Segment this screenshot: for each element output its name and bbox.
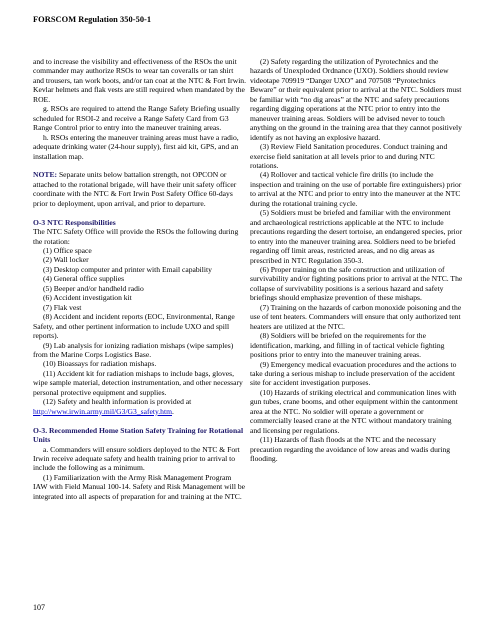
list-item: (9) Lab analysis for ionizing radiation mishaps (wipe samples) from the Marine Corps Logistics Base.	[33, 340, 234, 360]
list-item-safety-link	[33, 397, 246, 416]
list-item: (9) Emergency medical evacuation procedures and the actions to take during a serious mishap to include preservation of the accident site for accident investigation purposes.	[250, 359, 457, 388]
list-item: (2) Safety regarding the utilization of Pyrotechnics and the hazards of Unexploded Ordnance (UXO). Soldiers should review videotape 709919 “Danger UXO” and 707508 “Pyrotechnics Beware” or their equivalent prior to arrival at the NTC. Soldiers must be familiar with “no dig areas” at the NTC and safety precautions regarding digging operations at the NTC prior to entry into the maneuver training areas. Soldiers will be advised never to touch anything on the ground in the training area that they cannot positively identify as not having an explosive hazard.	[250, 57, 462, 142]
item12-text: (12) Safety and health information is provided at	[43, 397, 192, 407]
page-number: 107	[33, 603, 45, 612]
list-item: (4) General office supplies	[43, 274, 125, 284]
safety-website-link[interactable]: http://www.irwin.army.mil/G3/G3_safety.htm	[33, 406, 172, 416]
left-column	[33, 57, 246, 501]
list-item: (2) Wall locker	[43, 255, 89, 265]
list-item: (6) Accident investigation kit	[43, 293, 132, 303]
page-header-title: FORSCOM Regulation 350-50-1	[33, 15, 152, 24]
list-item: (1) Familiarization with the Army Risk Management Program IAW with Field Manual 100-14. Safety and Risk Management will be integrated into all aspects of preparation for and training at the NTC.	[33, 472, 246, 501]
section-heading-home-station-training: O-3. Recommended Home Station Safety Training for Rotational Units	[33, 425, 244, 445]
list-item: (6) Proper training on the safe construction and utilization of survivability and/or fighting positions prior to arrival at the NTC. The collapse of survivability positions is a serious hazard and safety briefings should emphasize prevention of these mishaps.	[250, 264, 463, 303]
list-item: (1) Office space	[43, 246, 92, 256]
note-text: Separate units below battalion strength, not OPCON or attached to the rotational brigade, will have their unit safety officer coordinate with the NTC & Fort Irwin Post Safety Office 60-days prior to deployment, upon arrival, and prior to departure.	[33, 170, 237, 208]
list-item: (3) Desktop computer and printer with Email capability	[43, 264, 212, 274]
paragraph: and to increase the visibility and effectiveness of the RSOs the unit commander may authorize RSOs to wear tan coveralls or tan shirt and trousers, tan work boots, and/or tan coat at the NTC & Fort Irwin. Kevlar helmets and flak vests are still required when mandated by the ROE.	[33, 57, 247, 104]
note-label: NOTE:	[33, 170, 58, 180]
item12-end: .	[172, 406, 174, 416]
paragraph-g: g. RSOs are required to attend the Range Safety Briefing usually scheduled for RSOI-2 and receive a Range Safety Card from G3 Range Control prior to entry into the maneuver training areas.	[33, 104, 240, 133]
list-item: (5) Soldiers must be briefed and familiar with the environment and archaeological restrictions applicable at the NTC to include precautions regarding the desert tortoise, an endangered species, prior to entry into the maneuver training area. Soldiers need to be briefed regarding off limit areas, restricted areas, and no dig areas as prescribed in NTC Regulation 350-3.	[250, 208, 463, 265]
list-item: (10) Hazards of striking electrical and communication lines with gun tubes, crane booms, and other equipment within the cantonment area at the NTC. No soldier will operate a government or commercially leased crane at the NTC without mandatory training and licensing per regulations.	[250, 387, 458, 435]
section-intro: The NTC Safety Office will provide the RSOs the following during the rotation:	[33, 227, 239, 246]
paragraph-a: a. Commanders will ensure soldiers deployed to the NTC & Fort Irwin receive adequate safety and health training prior to arrival to include the following as a minimum.	[33, 444, 240, 473]
right-column	[250, 57, 463, 463]
list-item: (7) Training on the hazards of carbon monoxide poisoning and the use of tent heaters. Commanders will ensure that only authorized tent heaters are utilized at the NTC.	[250, 302, 462, 331]
list-item: (5) Beeper and/or handheld radio	[43, 283, 144, 293]
section-heading-ntc-responsibilities: O-3 NTC Responsibilities	[33, 217, 116, 227]
list-item: (3) Review Field Sanitation procedures. Conduct training and exercise field sanitation at all levels prior to and during NTC rotations.	[250, 142, 448, 170]
list-item: (11) Accident kit for radiation mishaps to include bags, gloves, wipe sample material, detection instrumentation, and other necessary personal protective equipment and supplies.	[33, 368, 243, 397]
list-item: (8) Accident and incident reports (EOC, Environmental, Range Safety, and other pertinent information to include UXO and spill reports).	[33, 312, 235, 341]
list-item: (7) Flak vest	[43, 302, 82, 312]
note-paragraph	[33, 170, 246, 208]
list-item: (8) Soldiers will be briefed on the requirements for the identification, marking, and filling in of tactical vehicle fighting positions prior to entry into the maneuver training areas.	[250, 331, 445, 360]
list-item: (11) Hazards of flash floods at the NTC and the necessary precaution regarding the avoidance of low areas and wadis during flooding.	[250, 435, 451, 464]
list-item: (10) Bioassays for radiation mishaps.	[43, 359, 157, 369]
paragraph-h: h. RSOs entering the maneuver training areas must have a radio, adequate drinking water (24-hour supply), first aid kit, GPS, and an installation map.	[33, 132, 239, 161]
list-item: (4) Rollover and tactical vehicle fire drills (to include the inspection and training on the use of portable fire extinguishers) prior to arrival at the NTC and prior to entry into the maneuver at the NTC during the rotational training cycle.	[250, 170, 462, 208]
